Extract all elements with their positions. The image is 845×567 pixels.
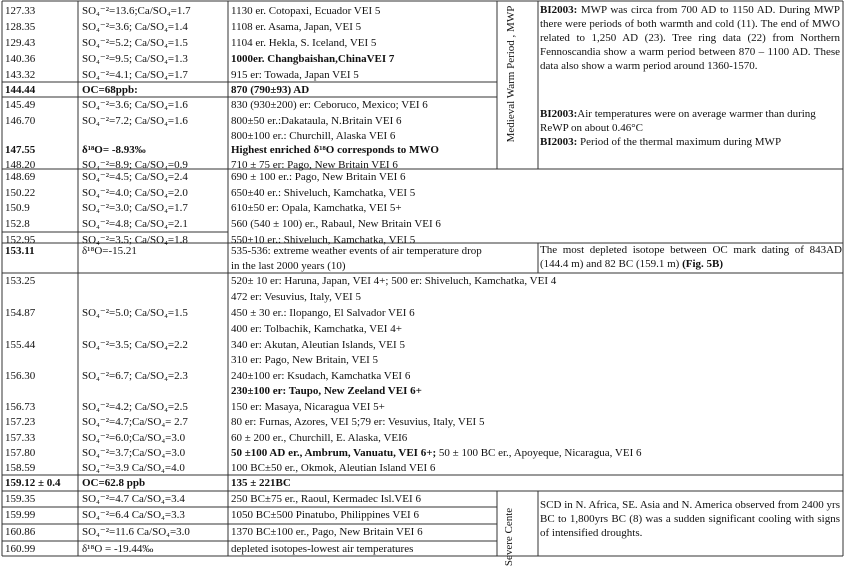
row-ratio: SO₄⁻²=7.2; Ca/SO₄=1.6 bbox=[82, 115, 188, 127]
row-depth: 145.49 bbox=[5, 99, 36, 111]
row-depth: 147.55 bbox=[5, 144, 36, 156]
row-event: depleted isotopes-lowest air temperatures bbox=[231, 543, 414, 555]
row-depth: 153.25 bbox=[5, 275, 36, 287]
row-ratio: SO₄⁻²=6.7; Ca/SO₄=2.3 bbox=[82, 370, 188, 382]
row-event: 472 er: Vesuvius, Italy, VEI 5 bbox=[231, 291, 361, 303]
row-event: 870 (790±93) AD bbox=[231, 84, 310, 96]
row-depth: 157.80 bbox=[5, 447, 36, 459]
row-ratio: δ¹⁸O=-15.21 bbox=[82, 245, 137, 257]
row-depth: 153.11 bbox=[5, 245, 35, 257]
row-event: 1130 er. Cotopaxi, Ecuador VEI 5 bbox=[231, 5, 381, 17]
remark-mwp: BI2003: MWP was circa from 700 AD to 1150 AD. During MWP there were periods of both warmth and cold (11). The end of MWO related to 1,250 AD (23). Tree ring data (22) from Northern Fennoscandia show a warm period between 870 – 1100 AD. These data also show a warm period around 1360-1570. bbox=[540, 4, 840, 72]
remark-scd: SCD in N. Africa, SE. Asia and N. America observed from 2400 yrs BC to 1,800yrs BC (8) was a sudden significant cooling with signs of intensified droughts. bbox=[540, 499, 840, 539]
row-ratio: SO₄⁻²=4.5; Ca/SO₄=2.4 bbox=[82, 171, 188, 183]
row-event: 1104 er. Hekla, S. Iceland, VEI 5 bbox=[231, 37, 377, 49]
row-depth: 148.69 bbox=[5, 171, 36, 183]
row-depth: 159.99 bbox=[5, 509, 36, 521]
remark-thermal-max: BI2003: Period of the thermal maximum during MWP bbox=[540, 136, 782, 148]
row-ratio: δ¹⁸O= -8.93‰ bbox=[82, 144, 146, 156]
row-event: 100 BC±50 er., Okmok, Aleutian Island VEI 6 bbox=[231, 462, 436, 474]
row-ratio: SO₄⁻²=11.6 Ca/SO₄=3.0 bbox=[82, 526, 190, 538]
row-ratio: SO₄⁻²=3.6; Ca/SO₄=1.6 bbox=[82, 99, 188, 111]
row-depth: 143.32 bbox=[5, 69, 36, 81]
row-event: 310 er: Pago, New Britain, VEI 5 bbox=[231, 354, 379, 366]
row-ratio: δ¹⁸O = -19.44‰ bbox=[82, 543, 154, 555]
row-event: 135 ± 221BC bbox=[231, 477, 291, 489]
row-event: 800±100 er.: Churchill, Alaska VEI 6 bbox=[231, 130, 396, 142]
row-depth: 159.12 ± 0.4 bbox=[5, 477, 61, 489]
row-event: 230±100 er: Taupo, New Zeeland VEI 6+ bbox=[231, 385, 422, 397]
row-depth: 160.86 bbox=[5, 526, 36, 538]
row-event: 150 er: Masaya, Nicaragua VEI 5+ bbox=[231, 401, 385, 413]
row-ratio: SO₄⁻²=3.5; Ca/SO₄=2.2 bbox=[82, 339, 188, 351]
row-event: 915 er: Towada, Japan VEI 5 bbox=[231, 69, 359, 81]
row-ratio: SO₄⁻²=4.1; Ca/SO₄=1.7 bbox=[82, 69, 188, 81]
row-ratio: SO₄⁻²=4.7 Ca/SO₄=3.4 bbox=[82, 493, 185, 505]
row-depth: 148.20 bbox=[5, 159, 36, 171]
row-ratio: SO₄⁻²=3.6; Ca/SO₄=1.4 bbox=[82, 21, 188, 33]
row-event: 690 ± 100 er.: Pago, New Britain VEI 6 bbox=[231, 171, 406, 183]
row-ratio: SO₄⁻²=5.2; Ca/SO₄=1.5 bbox=[82, 37, 188, 49]
row-depth: 155.44 bbox=[5, 339, 36, 351]
row-depth: 128.35 bbox=[5, 21, 36, 33]
row-event: 1108 er. Asama, Japan, VEI 5 bbox=[231, 21, 362, 33]
row-ratio: SO₄⁻²=13.6;Ca/SO₄=1.7 bbox=[82, 5, 191, 17]
row-event: 80 er: Furnas, Azores, VEI 5;79 er: Vesuvius, Italy, VEI 5 bbox=[231, 416, 485, 428]
row-event: 50 ±100 AD er., Ambrum, Vanuatu, VEI 6+; 50 ± 100 BC er., Apoyeque, Nicaragua, VEI 6 bbox=[231, 447, 642, 459]
row-ratio: SO₄⁻²=4.7;Ca/SO₄= 2.7 bbox=[82, 416, 188, 428]
row-ratio: OC=68ppb: bbox=[82, 84, 138, 96]
row-ratio: SO₄⁻²=8.9; Ca/SO₄=0.9 bbox=[82, 159, 188, 171]
row-event: 400 er: Tolbachik, Kamchatka, VEI 4+ bbox=[231, 323, 402, 335]
row-depth: 156.73 bbox=[5, 401, 36, 413]
row-event: 535-536: extreme weather events of air temperature drop bbox=[231, 245, 482, 257]
row-depth: 150.9 bbox=[5, 202, 30, 214]
row-ratio: SO₄⁻²=3.5; Ca/SO₄=1.8 bbox=[82, 234, 188, 246]
row-event: 800±50 er.:Dakataula, N.Britain VEI 6 bbox=[231, 115, 402, 127]
row-ratio: SO₄⁻²=4.0; Ca/SO₄=2.0 bbox=[82, 187, 188, 199]
row-depth: 157.33 bbox=[5, 432, 36, 444]
row-event: 550±10 er.: Shiveluch, Kamchatka, VEI 5 bbox=[231, 234, 416, 246]
row-event: Highest enriched δ¹⁸O corresponds to MWO bbox=[231, 144, 439, 156]
row-depth: 152.8 bbox=[5, 218, 30, 230]
row-depth: 140.36 bbox=[5, 53, 36, 65]
row-event: 340 er: Akutan, Aleutian Islands, VEI 5 bbox=[231, 339, 405, 351]
row-ratio: SO₄⁻²=5.0; Ca/SO₄=1.5 bbox=[82, 307, 188, 319]
row-depth: 152.95 bbox=[5, 234, 36, 246]
row-event: 250 BC±75 er., Raoul, Kermadec Isl.VEI 6 bbox=[231, 493, 421, 505]
row-depth: 154.87 bbox=[5, 307, 36, 319]
row-ratio: SO₄⁻²=3.9 Ca/SO₄=4.0 bbox=[82, 462, 185, 474]
row-ratio: SO₄⁻²=4.2; Ca/SO₄=2.5 bbox=[82, 401, 188, 413]
period-label-severe: Severe Cente bbox=[503, 507, 515, 567]
row-event: 1000er. Changbaishan,ChinaVEI 7 bbox=[231, 53, 395, 65]
row-ratio: SO₄⁻²=6.4 Ca/SO₄=3.3 bbox=[82, 509, 185, 521]
remark-air-temp: BI2003:Air temperatures were on average warmer than during ReWP on about 0.46°C bbox=[540, 108, 816, 134]
row-ratio: SO₄⁻²=3.7;Ca/SO₄=3.0 bbox=[82, 447, 186, 459]
row-ratio: SO₄⁻²=3.0; Ca/SO₄=1.7 bbox=[82, 202, 188, 214]
row-ratio: SO₄⁻²=4.8; Ca/SO₄=2.1 bbox=[82, 218, 188, 230]
row-event: 60 ± 200 er., Churchill, E. Alaska, VEI6 bbox=[231, 432, 408, 444]
row-ratio: OC=62.8 ppb bbox=[82, 477, 146, 489]
row-event: 1050 BC±500 Pinatubo, Philippines VEI 6 bbox=[231, 509, 419, 521]
row-ratio: SO₄⁻²=9.5; Ca/SO₄=1.3 bbox=[82, 53, 188, 65]
row-depth: 160.99 bbox=[5, 543, 36, 555]
row-event: 240±100 er: Ksudach, Kamchatka VEI 6 bbox=[231, 370, 411, 382]
row-depth: 157.23 bbox=[5, 416, 36, 428]
row-event-cont: in the last 2000 years (10) bbox=[231, 260, 346, 272]
row-event: 520± 10 er: Haruna, Japan, VEI 4+; 500 er: Shiveluch, Kamchatka, VEI 4 bbox=[231, 275, 557, 287]
row-depth: 150.22 bbox=[5, 187, 36, 199]
row-depth: 156.30 bbox=[5, 370, 36, 382]
row-ratio: SO₄⁻²=6.0;Ca/SO₄=3.0 bbox=[82, 432, 186, 444]
row-event: 450 ± 30 er.: Ilopango, El Salvador VEI 6 bbox=[231, 307, 415, 319]
row-depth: 146.70 bbox=[5, 115, 36, 127]
row-event: 560 (540 ± 100) er., Rabaul, New Britain VEI 6 bbox=[231, 218, 441, 230]
row-event: 610±50 er: Opala, Kamchatka, VEI 5+ bbox=[231, 202, 402, 214]
row-event: 710 ± 75 er: Pago, New Britain VEI 6 bbox=[231, 159, 398, 171]
row-depth: 127.33 bbox=[5, 5, 36, 17]
row-event: 650±40 er.: Shiveluch, Kamchatka, VEI 5 bbox=[231, 187, 416, 199]
row-depth: 129.43 bbox=[5, 37, 36, 49]
row-depth: 159.35 bbox=[5, 493, 36, 505]
remark-isotope: The most depleted isotope between OC mark dating of 843AD (144.4 m) and 82 BC (159.1 m) (Fig. 5B) bbox=[540, 244, 842, 270]
period-label-mwp: Medieval Warm Period , MWP bbox=[505, 5, 517, 143]
row-event: 830 (930±200) er: Ceboruco, Mexico; VEI 6 bbox=[231, 99, 428, 111]
row-depth: 158.59 bbox=[5, 462, 36, 474]
row-event: 1370 BC±100 er., Pago, New Britain VEI 6 bbox=[231, 526, 423, 538]
row-depth: 144.44 bbox=[5, 84, 36, 96]
